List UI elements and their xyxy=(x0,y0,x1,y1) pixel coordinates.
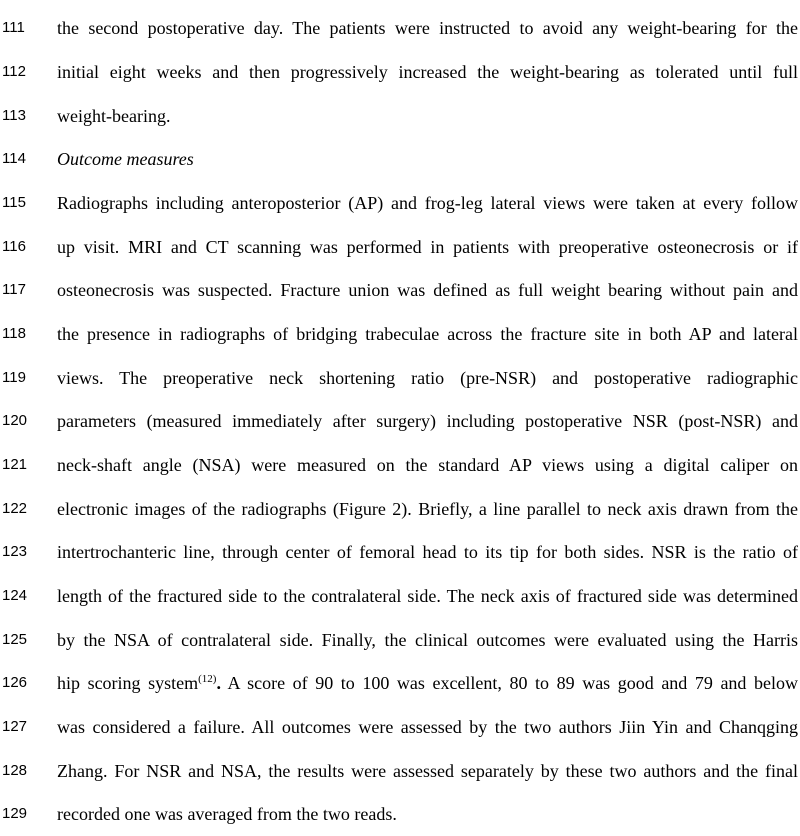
line-number: 111 xyxy=(2,19,25,36)
text-line xyxy=(0,406,800,436)
section-heading-line xyxy=(0,144,800,174)
text-line xyxy=(0,13,800,43)
text-line xyxy=(0,625,800,655)
line-text: Zhang. For NSR and NSA, the results were assessed separately by these two authors and the final xyxy=(57,761,798,781)
line-number: 117 xyxy=(2,281,26,298)
line-text: views. The preoperative neck shortening ratio (pre-NSR) and postoperative radiographic xyxy=(57,368,798,388)
text-line xyxy=(0,450,800,480)
line-number: 115 xyxy=(2,194,26,211)
line-number: 128 xyxy=(2,762,28,779)
line-text: osteonecrosis was suspected. Fracture union was defined as full weight bearing without pain and xyxy=(57,280,798,300)
text-line xyxy=(0,712,800,742)
text-line xyxy=(0,101,800,131)
line-number: 112 xyxy=(2,63,26,80)
line-text: Radiographs including anteroposterior (AP) and frog-leg lateral views were taken at every follow xyxy=(57,193,798,213)
text-segment: hip scoring system xyxy=(57,673,199,693)
line-text: the second postoperative day. The patients were instructed to avoid any weight-bearing for the xyxy=(57,18,798,38)
line-number: 124 xyxy=(2,587,28,604)
line-text: weight-bearing. xyxy=(57,106,171,126)
line-text: the presence in radiographs of bridging trabeculae across the fracture site in both AP and lateral xyxy=(57,324,798,344)
line-number: 129 xyxy=(2,805,28,822)
text-line xyxy=(0,668,800,698)
text-line xyxy=(0,275,800,305)
section-heading: Outcome measures xyxy=(57,149,194,169)
text-line xyxy=(0,799,800,829)
text-line xyxy=(0,494,800,524)
text-line xyxy=(0,232,800,262)
line-text: up visit. MRI and CT scanning was performed in patients with preoperative osteonecrosis or if xyxy=(57,237,798,257)
line-number: 126 xyxy=(2,674,28,691)
line-text: by the NSA of contralateral side. Finally, the clinical outcomes were evaluated using the Harris xyxy=(57,630,798,650)
citation-superscript: (12) xyxy=(198,673,217,685)
line-text: electronic images of the radiographs (Figure 2). Briefly, a line parallel to neck axis drawn from the xyxy=(57,499,798,519)
text-line xyxy=(0,188,800,218)
line-number: 119 xyxy=(2,369,26,386)
text-line xyxy=(0,581,800,611)
text-line xyxy=(0,756,800,786)
text-line xyxy=(0,537,800,567)
line-number: 122 xyxy=(2,500,28,517)
text-segment: A score of 90 to 100 was excellent, 80 to 89 was good and 79 and below xyxy=(220,673,798,693)
line-number: 116 xyxy=(2,238,26,255)
line-text xyxy=(57,668,798,698)
line-number: 114 xyxy=(2,150,26,167)
line-number: 120 xyxy=(2,412,28,429)
text-line xyxy=(0,57,800,87)
line-text: neck-shaft angle (NSA) were measured on the standard AP views using a digital caliper on xyxy=(57,455,798,475)
line-number: 113 xyxy=(2,107,26,124)
line-text: length of the fractured side to the contralateral side. The neck axis of fractured side was determined xyxy=(57,586,798,606)
text-line xyxy=(0,319,800,349)
line-number: 121 xyxy=(2,456,28,473)
line-text: recorded one was averaged from the two reads. xyxy=(57,804,397,824)
line-text: parameters (measured immediately after surgery) including postoperative NSR (post-NSR) and xyxy=(57,411,798,431)
line-number: 125 xyxy=(2,631,28,648)
text-line xyxy=(0,363,800,393)
bold-period: . xyxy=(216,673,221,693)
line-number: 123 xyxy=(2,543,28,560)
line-number: 127 xyxy=(2,718,28,735)
line-text: intertrochanteric line, through center of femoral head to its tip for both sides. NSR is the ratio of xyxy=(57,542,798,562)
line-text: initial eight weeks and then progressively increased the weight-bearing as tolerated until full xyxy=(57,62,798,82)
line-text: was considered a failure. All outcomes were assessed by the two authors Jiin Yin and Chanqging xyxy=(57,717,798,737)
line-number: 118 xyxy=(2,325,26,342)
